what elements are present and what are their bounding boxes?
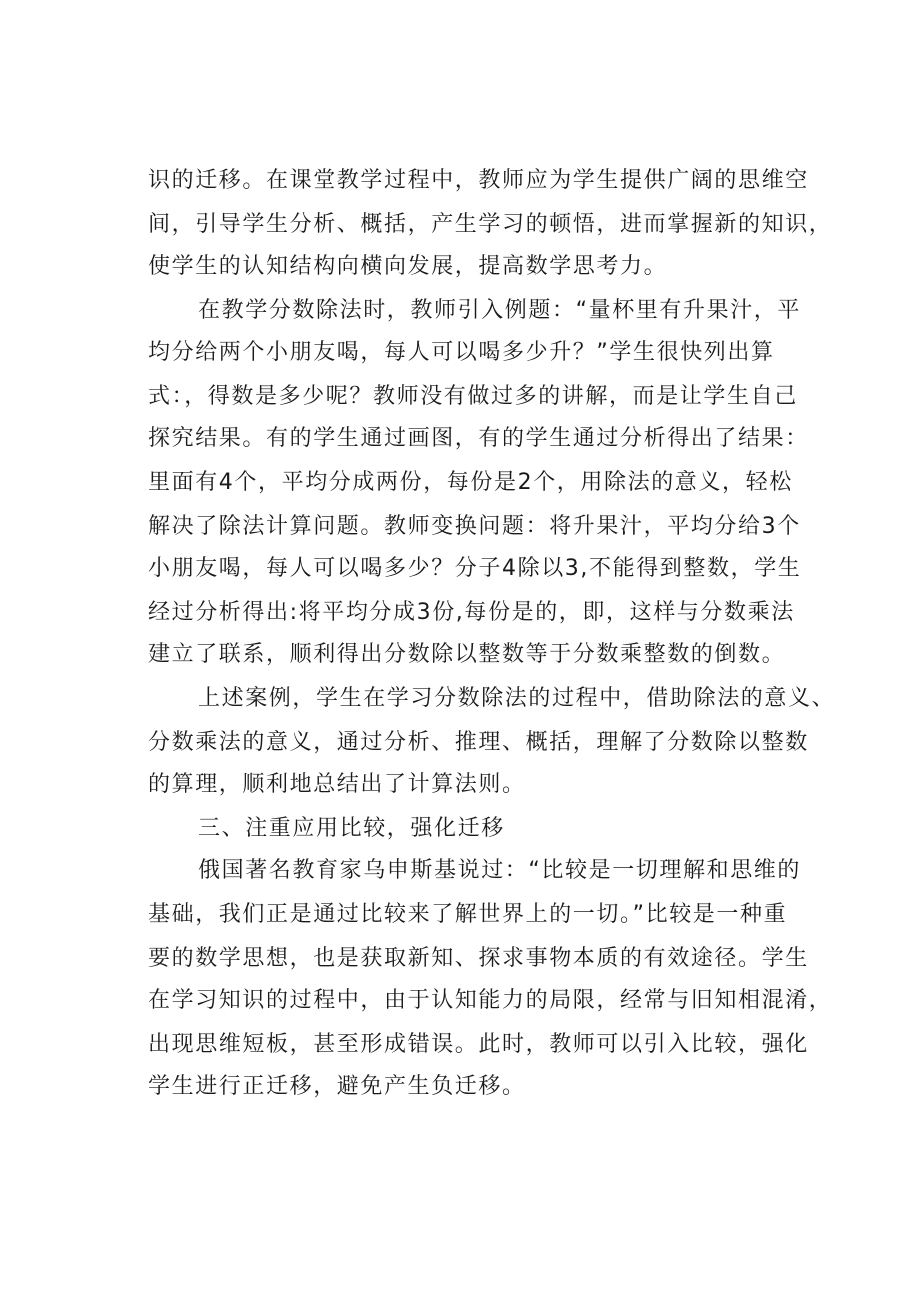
paragraph-start-line: 俄国著名教育家乌申斯基说过：“比较是一切理解和思维的 bbox=[198, 858, 801, 883]
text-line: 基础，我们正是通过比较来了解世界上的一切。”比较是一种重 bbox=[148, 902, 788, 927]
text-line: 的算理，顺利地总结出了计算法则。 bbox=[148, 772, 526, 797]
text-line: 经过分析得出:将平均分成3份,每份是的，即，这样与分数乘法 bbox=[148, 600, 795, 625]
text-line: 解决了除法计算问题。教师变换问题：将升果汁，平均分给3个 bbox=[148, 514, 801, 539]
text-line: 间，引导学生分析、概括，产生学习的顿悟，进而掌握新的知识， bbox=[148, 212, 833, 237]
text-line: 建立了联系，顺利得出分数除以整数等于分数乘整数的倒数。 bbox=[148, 642, 786, 667]
text-line: 识的迁移。在课堂教学过程中，教师应为学生提供广阔的思维空 bbox=[148, 168, 809, 193]
text-line: 在学习知识的过程中，由于认知能力的局限，经常与旧知相混淆， bbox=[148, 988, 833, 1013]
text-line: 小朋友喝，每人可以喝多少？分子4除以3,不能得到整数，学生 bbox=[148, 556, 802, 581]
text-line: 均分给两个小朋友喝，每人可以喝多少升？”学生很快列出算 bbox=[148, 340, 775, 365]
text-line: 探究结果。有的学生通过画图，有的学生通过分析得出了结果： bbox=[148, 426, 809, 451]
text-line: 分数乘法的意义，通过分析、推理、概括，理解了分数除以整数 bbox=[148, 730, 809, 755]
text-line: 里面有4个，平均分成两份，每份是2个，用除法的意义，轻松 bbox=[148, 470, 793, 495]
text-line: 要的数学思想，也是获取新知、探求事物本质的有效途径。学生 bbox=[148, 946, 809, 971]
text-line: 出现思维短板，甚至形成错误。此时，教师可以引入比较，强化 bbox=[148, 1032, 809, 1057]
text-line: 学生进行正迁移，避免产生负迁移。 bbox=[148, 1074, 526, 1099]
text-line: 式：，得数是多少呢？教师没有做过多的讲解，而是让学生自己 bbox=[148, 384, 798, 409]
section-heading: 三、注重应用比较，强化迁移 bbox=[198, 816, 505, 841]
text-line: 使学生的认知结构向横向发展，提高数学思考力。 bbox=[148, 254, 668, 279]
paragraph-start-line: 在教学分数除法时，教师引入例题：“量杯里有升果汁，平 bbox=[198, 298, 801, 323]
paragraph-start-line: 上述案例，学生在学习分数除法的过程中，借助除法的意义、 bbox=[198, 686, 836, 711]
